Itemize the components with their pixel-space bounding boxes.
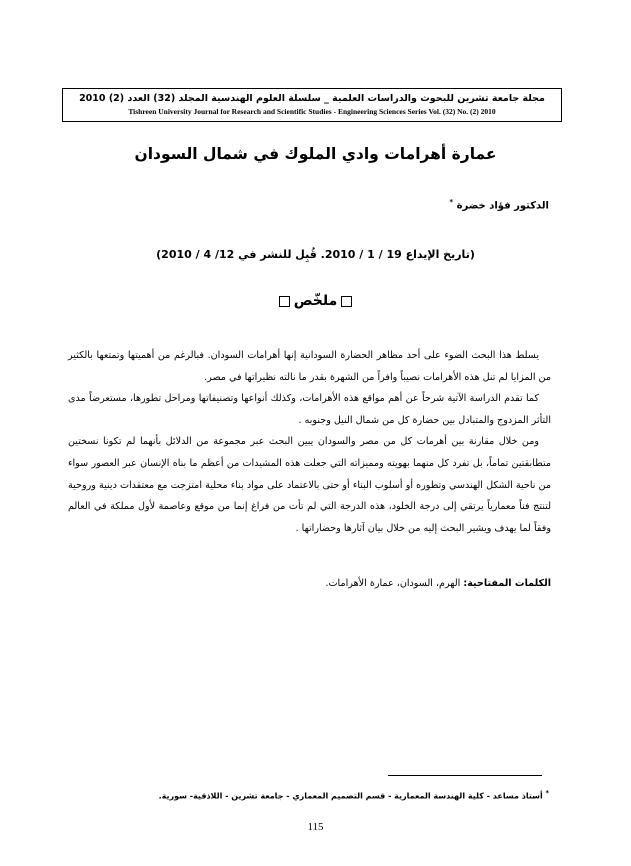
abstract-heading-label: ملخّص bbox=[293, 293, 338, 309]
abstract-paragraph: يسلط هذا البحث الضوء على أحد مظاهر الحضارة السودانية إنها أهرامات السودان. فبالرغم من أهميتها وتمتعها بالكثير من المزايا لم تنل هذه الأهرامات نصيباً وافراً من الشهرة بقدر ما نالته نظيراتها في مصر. bbox=[68, 350, 551, 383]
submission-dates: (تاريخ الإيداع 19 / 1 / 2010. قُبِل للنشر في 12/ 4 / 2010) bbox=[156, 248, 475, 261]
footnote-divider bbox=[388, 775, 542, 776]
author-footnote-mark: * bbox=[449, 198, 454, 206]
square-bullet-icon bbox=[341, 296, 352, 307]
abstract-body bbox=[68, 345, 551, 539]
page-number: 115 bbox=[307, 821, 324, 833]
author bbox=[449, 198, 549, 211]
abstract-heading bbox=[0, 293, 631, 309]
footnote-mark: * bbox=[545, 789, 549, 797]
paper-title: عمارة أهرامات وادي الملوك في شمال السودان bbox=[134, 145, 497, 163]
footnote-text: أستاذ مساعد - كلية الهندسة المعمارية - قسم التصميم المعماري - جامعة تشرين - اللاذقية- سورية. bbox=[158, 791, 543, 801]
journal-header-english: Tishreen University Journal for Research and Scientific Studies - Engineering Sciences Series Vol. (32) No. (2) 2010 bbox=[128, 107, 496, 116]
keywords bbox=[325, 578, 551, 589]
footnote bbox=[159, 789, 549, 801]
keywords-value: الهرم، السودان، عمارة الأهرامات. bbox=[325, 578, 461, 589]
square-bullet-icon bbox=[279, 296, 290, 307]
author-name: الدكتور فؤاد خضرة bbox=[456, 200, 549, 212]
abstract-paragraph: ومن خلال مقارنة بين أهرمات كل من مصر والسودان يبين البحث عبر مجموعة من الدلائل بأنهما لم تكونا نسختين متطابقتين تماماً، بل تفرد كل منهما بهويته ومميزاته التي جعلت هذه المشيدات من أعظم ما بناه الإنسان عبر العصور سواء من ناحية الشكل الهندسي وتطوره أو أسلوب البناء أو حتى بالاعتماد على مواد بناء محلية امتزجت مع معتقدات دينية وروحية لتنتج فناً معمارياً يرتقي إلى درجة الخلود، هذه الدرجة التي لم تأت من فراغ إنما من موقع وعاصمة لأول مملكة في العالم وفقاً لما يهدف ويشير البحث إليه من خلال بيان آثارها وحضاراتها . bbox=[68, 436, 551, 534]
abstract-paragraph: كما تقدم الدراسة الآتية شرحاً عن أهم مواقع هذه الأهرامات، وكذلك أنواعها وتصنيفاتها ومراحل تطورها، مستعرضاً مدى التأثر المزدوج والمتبادل بين حضارة كل من شمال النيل وجنوبه . bbox=[68, 393, 551, 426]
journal-header-arabic: مجلة جامعة تشرين للبحوث والدراسات العلمية _ سلسلة العلوم الهندسية المجلد (32) العدد (2) 2010 bbox=[79, 93, 545, 104]
journal-header bbox=[62, 88, 562, 122]
keywords-label: الكلمات المفتاحية: bbox=[463, 578, 551, 589]
